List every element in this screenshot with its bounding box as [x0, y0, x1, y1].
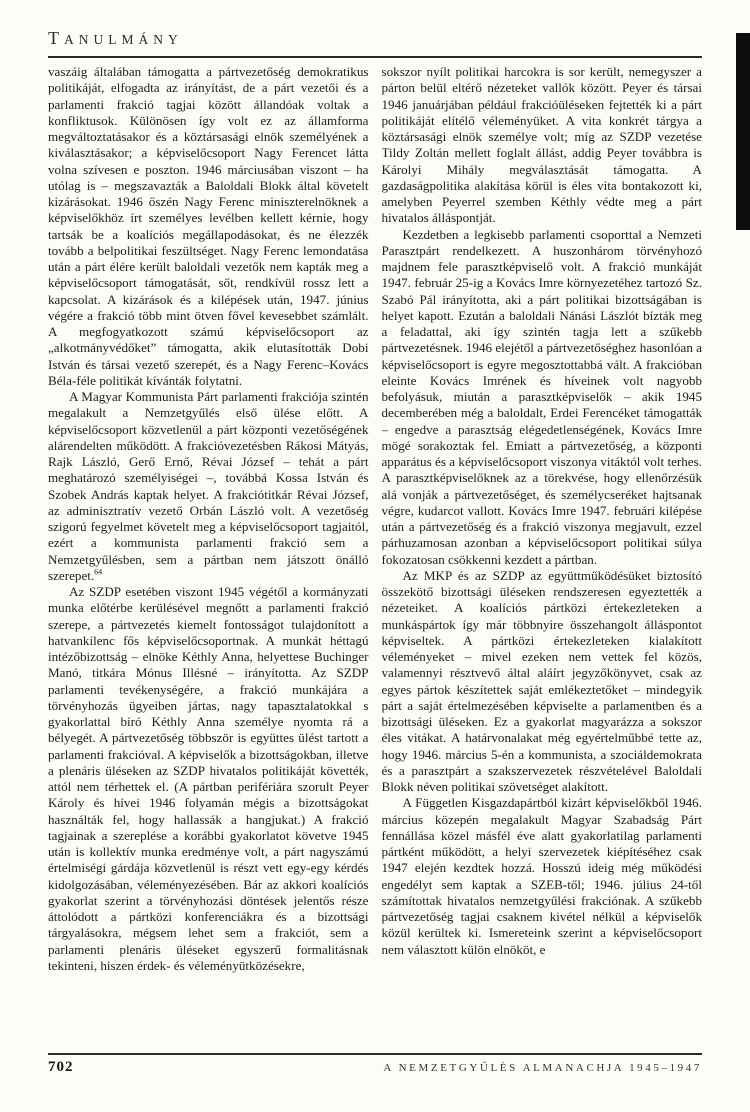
- article-body: [48, 64, 702, 1050]
- page-number: 702: [48, 1059, 74, 1075]
- paragraph: Az MKP és az SZDP az együttműködésüket biztosító összekötő bizottsági üléseken rendszeresen egyeztették a nézeteiket. A koalíciós pártközi értekezleteken a munkáspártok így már többnyire összehangolt álláspontot képviseltek. A pártközi értekezleteken kialakított véleményeket – mivel ezeken nem vettek fel közös, valamennyi résztvevő által aláírt jegyzőkönyvet, csak az egyes pártok készítettek saját emlékeztetőket – mindegyik párt a saját értelmezésében képviselte a parlamentben és a bizottsági üléseken. Ez a gyakorlat magyarázza a sokszor éles vitákat. A határvonalakat még egyértelműbbé tette az, hogy 1946. március 5-én a kommunista, a szociáldemokrata és a parasztpárt a szakszervezetek részvételével Baloldali Blokk néven politikai szövetséget alakított.: [381, 567, 702, 794]
- footer-rule: [48, 1053, 702, 1055]
- running-footer-title: A NEMZETGYŰLÉS ALMANACHJA 1945–1947: [383, 1062, 702, 1074]
- paragraph: Kezdetben a legkisebb parlamenti csoporttal a Nemzeti Parasztpárt rendelkezett. A huszonhárom törvényhozó majdnem fele parasztképviselő volt. A frakció munkáját 1947. február 25-ig a Kovács Imre környezetéhez tartozó Sz. Szabó Pál irányította, aki a párt politikai bizottságában is helyet kapott. Ezután a baloldali Nánási Lászlót bízták meg a feladattal, aki így szintén tagja lett a szűkebb pártvezetésnek. 1946 elejétől a pártvezetőséghez hasonlóan a képviselőcsoport is egyre megosztottabbá vált. A frakcióban eleinte Kovács Imrének és híveinek volt nagyobb befolyásuk, miután a parasztképviselők – akik 1945 decemberében még a baloldalt, Erdei Ferencéket támogatták – engedve a parasztság elégedetlenségének, Kovács Imre mögé sorakoztak fel. Emiatt a pártvezetőség, a központi apparátus és a képviselőcsoport viszonya vitáktól volt terhes. A parasztképviselőknek az a törekvése, hogy ellenőrzésük alá vonják a pártvezetőséget, és személycseréket hajtsanak végre, kudarcot vallott. Kovács Imre 1947. februári kilépése után a pártvezetőség és a frakció viszonya megjavult, ezzel párhuzamosan azonban a képviselőcsoport politikai súlya fokozatosan csökkenni kezdett a pártban.: [381, 226, 702, 567]
- paragraph: A Független Kisgazdapártból kizárt képviselőkből 1946. március közepén megalakult Magyar Szabadság Párt fennállása közel másfél éve alatt gyakorlatilag parlamenti pártként működött, a helyi szervezetek kiépítéséhez csak 1947 elején kezdtek hozzá. Hosszú ideig még működési engedélyt sem kaptak a SZEB-től; 1946. július 24-től számítottak hivatalos nemzetgyűlési frakciónak. A szűkebb pártvezetőség tagjai csaknem kivétel nélkül a képviselők közül kerültek ki. Ismereteink szerint a képviselőcsoport nem választott külön elnököt, e: [381, 795, 702, 957]
- paragraph: Az SZDP esetében viszont 1945 végétől a kormányzati munka előtérbe kerülésével megnőtt a parlamenti frakció szerepe, a pártvezetés kiemelt fontosságot tulajdonított a hatvankilenc fős képviselőcsoportnak. A munkát héttagú intézőbizottság – elnöke Kéthly Anna, helyettese Buchinger Manó, titkára Mónus Illésné – irányította. Az SZDP parlamenti tevékenységére, a frakció munkájára a törvényhozás ügyeiben jártas, nagy tapasztalatokkal s gyakorlattal bíró Kéthly Anna személye nyomta rá a bélyegét. A pártvezetőség többször is együttes ülést tartott a parlamenti frakcióval. A képviselők a bizottságokban, illetve a plenáris üléseken az SZDP hivatalos politikáját követték, attól nem térhettek el. (A pártban perifériára szorult Peyer Károly és hívei 1946 folyamán mégis a bizottságokat használták fel, hogy hallassák a hangjukat.) A frakció tagjainak a szereplése a korábbi gyakorlatot követve 1945 után is kollektív munka eredménye volt, a párt nagyszámú értelmiségi gárdája közvetlenül is részt vett egy-egy kérdés kidolgozásában, véleményezésében. Bár az akkori koalíciós gyakorlat szerint a törvényhozási döntések jelentős része áttolódott a pártközi konferenciákra és a bizottsági tárgyalásokra, mégsem lehet sem a frakciót, sem a parlamenti plenáris üléseket egyszerű formalitásnak tekinteni, hiszen érdek- és véleményütközésekre,: [48, 584, 369, 973]
- paragraph-text: A Magyar Kommunista Párt parlamenti frakciója szintén megalakult a Nemzetgyűlés első ülése előtt. A képviselőcsoport közvetlenül a párt központi vezetőségének alárendelten működött. A frakcióvezetésben Rákosi Mátyás, Rajk László, Gerő Ernő, Révai József – tehát a párt meghatározó személyiségei –, továbbá Kossa István és Szobek András kaptak helyet. A frakciótitkár Révai József, az adminisztratív vezető Orbán László volt. A vezetőség szigorú fegyelmet követelt meg a képviselőcsoport tagjaitól, ezért a kommunista parlamenti frakció sem a Nemzetgyűlésben, sem a pártban nem játszott önálló szerepet.: [48, 389, 369, 583]
- footnote-reference: 64: [94, 567, 103, 577]
- paragraph: [48, 389, 369, 584]
- page-footer: [48, 1059, 702, 1076]
- scan-artifact-bar: [736, 33, 750, 230]
- article-left-column: [48, 64, 369, 1050]
- paragraph: sokszor nyílt politikai harcokra is sor került, nemegyszer a párton belül eltérő nézeteket vallók között. Peyer és társai 1946 januárjában például frakcióüléseken fejtették ki a párt politikáját elítélő véleményüket. A vita konkrét tárgya a köztársasági elnök személye volt; míg az SZDP vezetése Tildy Zoltán mellett foglalt állást, addig Peyer továbbra is Károlyi Mihály megválasztását támogatta. A gazdaságpolitika alakítása körül is éles vita bontakozott ki, amelyben Peyerrel szemben Kéthly védte meg a párt hivatalos álláspontját.: [381, 64, 702, 226]
- header-rule: [48, 56, 702, 58]
- paragraph: vaszáig általában támogatta a pártvezetőség demokratikus politikáját, elfogadta az irányítást, de a párt vezetői és a parlamenti frakció tagjai között állandóak voltak a konfliktusok. Különösen így volt ez az államforma megváltoztatásakor és a köztársasági elnök személyének a kiválasztásakor; a képviselőcsoport Nagy Ferencet látta volna szívesen e poszton. 1946 márciusában viszont – ha utólag is – megszavazták a Baloldali Blokk által követelt kizárásokat. 1946 őszén Nagy Ferenc miniszterelnöknek a képviselőkhöz írt személyes levélben kellett kérnie, hogy tartsák be a koalíciós megállapodásokat, és ne élezzék tovább a belpolitikai feszültséget. Nagy Ferenc lemondatása után a párt élére került baloldali vezetők nem kapták meg a képviselőcsoport támogatását, sőt, rendkívül rossz lett a kapcsolat. A kizárások és a kilépések után, 1947. június végére a frakció több mint ötven fővel kevesebbet számlált. A megfogyatkozott számú képviselőcsoport az „alkotmányvédőket” támogatta, akik elutasították Dobi István és társai vezető szerepét, és a Nagy Ferenc–Kovács Béla-féle politikát kívánták folytatni.: [48, 64, 369, 388]
- page-header-title: TANULMÁNY: [48, 28, 183, 48]
- article-right-column: [382, 64, 703, 1050]
